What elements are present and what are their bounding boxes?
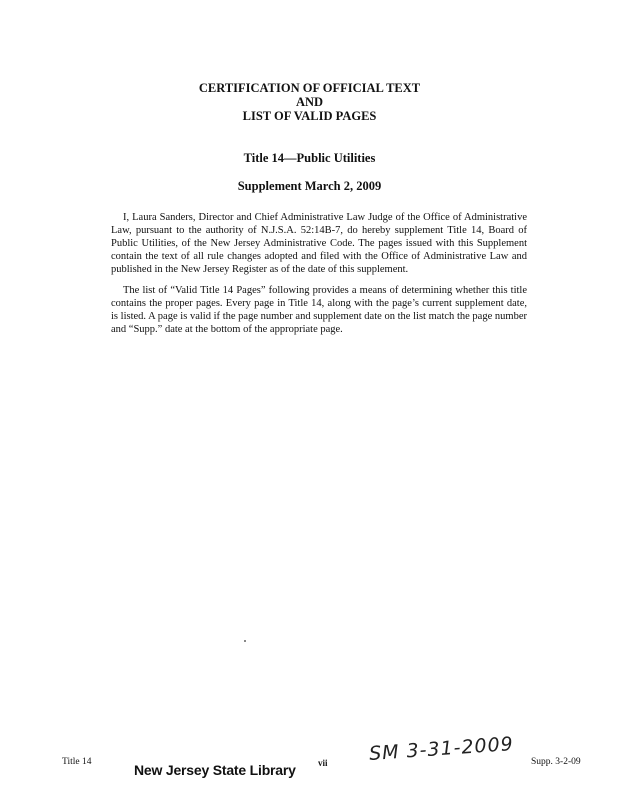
handwritten-annotation: SM 3-31-2009 [368, 732, 515, 766]
certification-paragraph: I, Laura Sanders, Director and Chief Administrative Law Judge of the Office of Administrative Law, pursuant to the authority of N.J.S.A. 52:14B-7, do hereby supplement Title 14, Board of Public Utilities, of the New Jersey Administrative Code. The pages issued with this Supplement contain the text of all rule changes adopted and filed with the Office of Administrative Law and published in the New Jersey Register as of the date of this supplement. [111, 212, 527, 275]
library-stamp: New Jersey State Library [134, 762, 296, 778]
heading-and: AND [295, 95, 324, 109]
scan-speck [244, 640, 246, 642]
valid-pages-paragraph: The list of “Valid Title 14 Pages” following provides a means of determining whether this title contains the proper pages. Every page in Title 14, along with the page’s current supplement date, is listed. A page is valid if the page number and supplement date on the list match the page number and “Supp.” date at the bottom of the appropriate page. [111, 285, 527, 335]
certification-heading: CERTIFICATION OF OFFICIAL TEXT [198, 81, 421, 95]
page-number: vii [318, 758, 328, 768]
title-heading: Title 14—Public Utilities [243, 151, 376, 165]
supplement-date-heading: Supplement March 2, 2009 [237, 179, 382, 193]
valid-pages-heading: LIST OF VALID PAGES [242, 109, 377, 123]
footer-supplement-date: Supp. 3-2-09 [531, 757, 581, 767]
footer-title: Title 14 [62, 757, 92, 767]
